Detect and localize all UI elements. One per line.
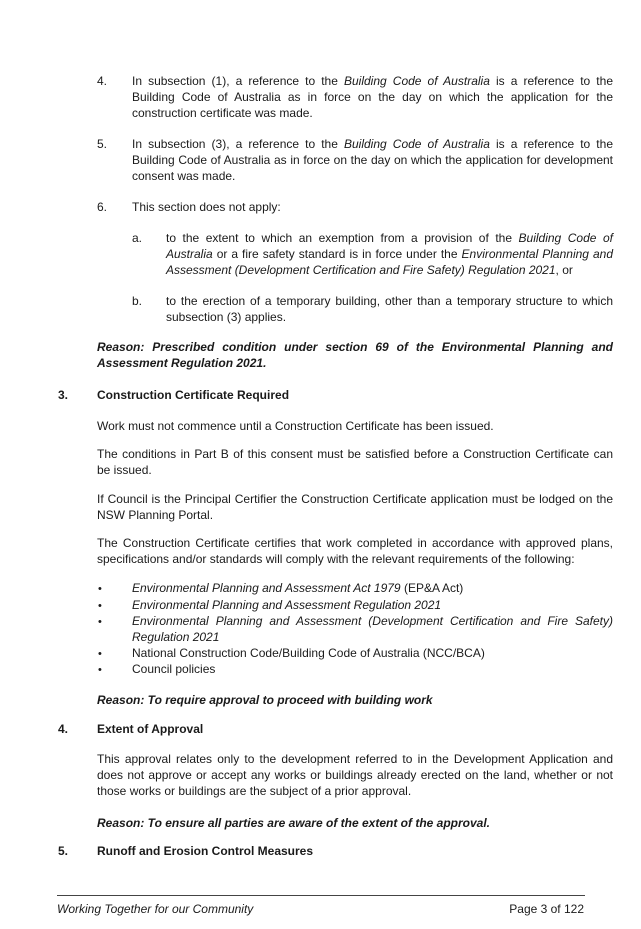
- item-text: In subsection (3), a reference to the Building Code of Australia is a reference to the Building Code of Australia as in force on the day on which the application for development consent was made.: [132, 137, 613, 183]
- item-text: This section does not apply:: [132, 200, 281, 214]
- item-number: 4.: [97, 74, 108, 88]
- bullet-icon: •: [98, 600, 102, 612]
- reason-text: Reason: Prescribed condition under section 69 of the Environmental Planning and Assessment Regulation 2021.: [97, 340, 613, 370]
- subitem-letter: a.: [132, 231, 143, 245]
- section-title: Construction Certificate Required: [97, 388, 290, 402]
- section-number: 4.: [58, 722, 69, 736]
- subitem-text: to the erection of a temporary building, other than a temporary structure to which subsection (3) applies.: [166, 294, 613, 324]
- reason-text: Reason: To require approval to proceed with building work: [97, 693, 433, 707]
- paragraph: Work must not commence until a Construction Certificate has been issued.: [97, 419, 494, 433]
- list-item: Council policies: [132, 662, 216, 676]
- bullet-icon: •: [98, 648, 102, 660]
- list-item: National Construction Code/Building Code of Australia (NCC/BCA): [132, 646, 485, 660]
- section-number: 5.: [58, 844, 69, 858]
- item-number: 6.: [97, 200, 108, 214]
- bullet-icon: •: [98, 664, 102, 676]
- footer-tagline: Working Together for our Community: [57, 902, 254, 916]
- list-item: Environmental Planning and Assessment (Development Certification and Fire Safety) Regulation 2021: [132, 614, 613, 644]
- item-text: In subsection (1), a reference to the Building Code of Australia is a reference to the Building Code of Australia as in force on the day on which the application for the construction certificate was made.: [132, 74, 613, 120]
- subitem-text: to the extent to which an exemption from a provision of the Building Code of Australia or a fire safety standard is in force under the Environmental Planning and Assessment (Development Certification and Fire Safety) Regulation 2021, or: [166, 231, 613, 277]
- reason-text: Reason: To ensure all parties are aware of the extent of the approval.: [97, 816, 490, 830]
- bullet-icon: •: [98, 616, 102, 628]
- item-number: 5.: [97, 137, 108, 151]
- page-number: Page 3 of 122: [509, 902, 584, 916]
- list-item: Environmental Planning and Assessment Act 1979 (EP&A Act): [132, 581, 464, 595]
- subitem-letter: b.: [132, 294, 143, 308]
- paragraph: The conditions in Part B of this consent must be satisfied before a Construction Certificate can be issued.: [97, 447, 613, 477]
- bullet-icon: •: [98, 583, 102, 595]
- paragraph: This approval relates only to the development referred to in the Development Application and does not approve or accept any works or buildings already erected on the land, whether or not those works or buildings are the subject of a prior approval.: [97, 752, 613, 798]
- footer-divider: [57, 895, 585, 896]
- section-title: Extent of Approval: [97, 722, 204, 736]
- list-item: Environmental Planning and Assessment Regulation 2021: [132, 598, 442, 612]
- paragraph: The Construction Certificate certifies that work completed in accordance with approved plans, specifications and/or standards will comply with the relevant requirements of the following:: [97, 536, 613, 566]
- section-number: 3.: [58, 388, 69, 402]
- section-title: Runoff and Erosion Control Measures: [97, 844, 314, 858]
- paragraph: If Council is the Principal Certifier the Construction Certificate application must be lodged on the NSW Planning Portal.: [97, 492, 613, 522]
